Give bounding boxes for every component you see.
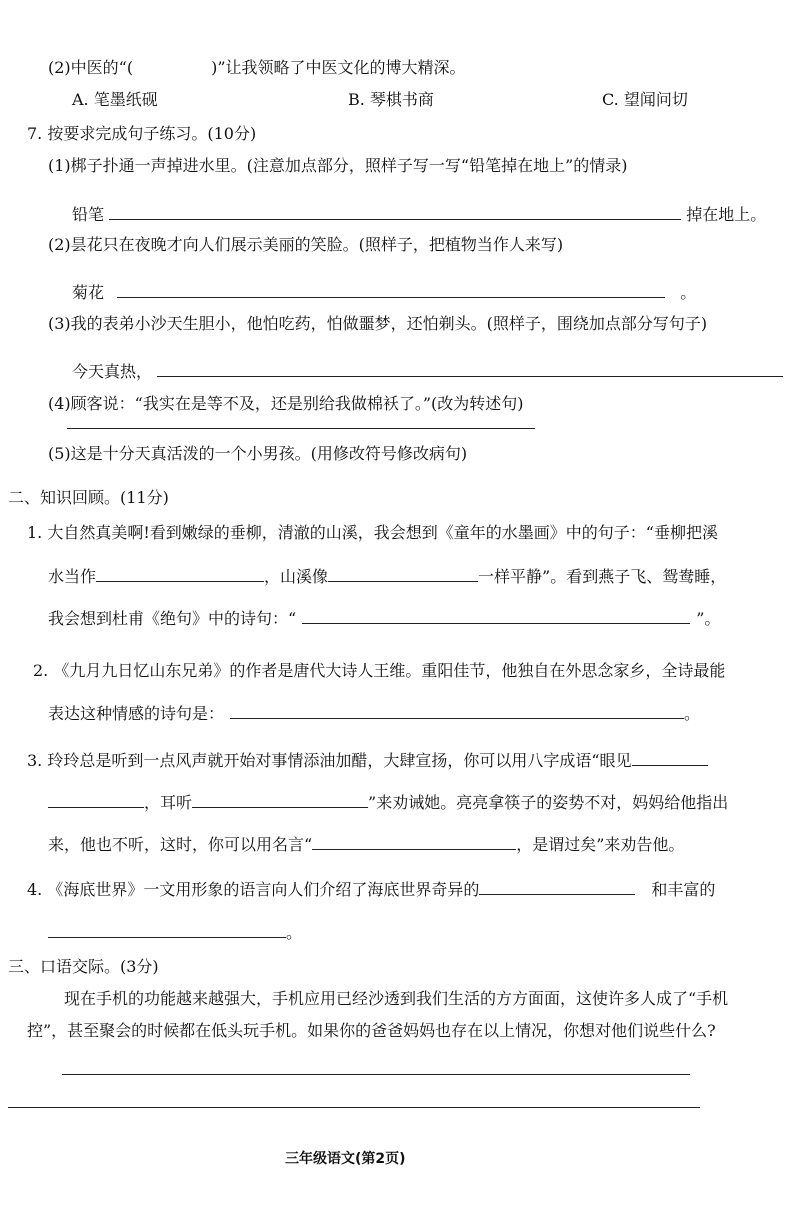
q7-s3-answer-line [72,360,783,383]
s2-q1-line2 [48,565,726,588]
s2-q3-blank-3[interactable] [312,833,516,850]
s2-q3-text-a: 3. 玲玲总是听到一点风声就开始对事情添油加醋，大肆宣扬，你可以用八字成语“眼见 [27,751,632,770]
q7-s2-suffix: 。 [680,283,697,302]
page-footer: 三年级语文(第2页) [285,1151,406,1167]
s2-q3-text-e: ，是谓过矣”来劝告他。 [516,835,685,854]
q7-s4-answer-blank[interactable] [67,428,535,429]
s2-q4-line1 [27,878,715,901]
s2-q3-text-c: ”来劝诫她。亮亮拿筷子的姿势不对，妈妈给他指出 [368,793,729,812]
q6-2-stem [48,57,466,79]
s3-answer-line-1[interactable] [62,1074,690,1075]
s2-q2-line1: 2. 《九月九日忆山东兄弟》的作者是唐代大诗人王维。重阳佳节，他独自在外思念家乡，全诗最能 [33,661,726,680]
s2-q1-blank-3[interactable] [302,607,690,624]
s2-q1-line3 [48,607,720,630]
q7-s1-prefix: 铅笔 [72,205,105,224]
q6-2-option-b[interactable]: B. 琴棋书商 [348,90,434,109]
s2-q3-text-d: 来，他也不听，这时，你可以用名言“ [48,835,313,854]
q6-2-option-a[interactable]: A. 笔墨纸砚 [72,90,158,109]
s2-q1-blank-1[interactable] [96,565,264,582]
s2-q4-text-c: 。 [286,923,303,942]
q7-s5-prompt: (5)这是十分天真活泼的一个小男孩。(用修改符号修改病句) [48,444,468,463]
s3-paragraph-line2: 控”，甚至聚会的时候都在低头玩手机。如果你的爸爸妈妈也存在以上情况，你想对他们说些什么? [27,1021,716,1040]
s2-q2-text-a: 表达这种情感的诗句是： [48,704,225,723]
s2-q3-blank-2[interactable] [192,791,368,808]
s2-q1-text-c: 一样平静”。看到燕子飞、鸳鸯睡， [478,567,727,586]
s2-q3-line1 [27,749,708,772]
s2-q4-text-b: 和丰富的 [651,880,716,899]
q7-s2-prefix: 菊花 [72,283,105,302]
s2-q3-blank-1[interactable] [632,749,708,766]
s2-q2-text-b: 。 [684,704,701,723]
s2-q1-text-b: ，山溪像 [264,567,329,586]
s3-paragraph-line1: 现在手机的功能越来越强大，手机应用已经沙透到我们生活的方方面面，这使许多人成了“手机 [64,989,729,1008]
s2-q4-blank-1[interactable] [479,878,635,895]
q7-s1-answer-line [72,203,766,226]
s2-q1-text-e: ”。 [696,609,721,628]
q7-s1-prompt: (1)梆子扑通一声掉进水里。(注意加点部分，照样子写一写“铅笔掉在地上”的情录) [48,156,628,175]
s2-q4-text-a: 4. 《海底世界》一文用形象的语言向人们介绍了海底世界奇异的 [27,880,480,899]
s2-q1-line1: 1. 大自然真美啊!看到嫩绿的垂柳，清澈的山溪，我会想到《童年的水墨画》中的句子：“垂柳把溪 [27,523,718,542]
section2-title: 二、知识回顾。(11分) [8,488,169,507]
q6-2-option-c[interactable]: C. 望闻问切 [602,90,688,109]
s2-q1-text-d: 我会想到杜甫《绝句》中的诗句：“ [48,609,297,628]
s2-q3-text-b: ，耳听 [144,793,193,812]
s2-q4-line2 [48,921,302,944]
s2-q3-line3 [48,833,684,856]
s2-q1-blank-2[interactable] [328,565,478,582]
section3-title: 三、口语交际。(3分) [8,957,159,976]
q7-s2-answer-line [72,281,696,304]
s2-q2-blank[interactable] [230,702,684,719]
q6-2-stem-b: )”让我领略了中医文化的博大精深。 [211,58,466,77]
q7-s3-prefix: 今天真热， [72,362,153,381]
q7-s3-prompt: (3)我的表弟小沙天生胆小，他怕吃药，怕做噩梦，还怕剃头。(照样子，围绕加点部分写句子) [48,314,708,333]
q7-s3-blank[interactable] [157,360,783,377]
q7-s1-blank[interactable] [109,203,681,220]
q7-title: 7. 按要求完成句子练习。(10分) [27,124,257,143]
s2-q3-line2 [48,791,728,814]
s2-q1-text-a: 水当作 [48,567,97,586]
s2-q3-blank-1b[interactable] [48,791,144,808]
q7-s4-prompt: (4)顾客说：“我实在是等不及，还是别给我做棉袄了。”(改为转述句) [48,394,524,413]
s2-q2-line2 [48,702,700,725]
q7-s2-blank[interactable] [117,281,665,298]
q7-s1-suffix: 掉在地上。 [686,205,767,224]
q7-s2-prompt: (2)昙花只在夜晚才向人们展示美丽的笑脸。(照样子，把植物当作人来写) [48,235,564,254]
s3-answer-line-2[interactable] [8,1107,700,1108]
s2-q4-blank-2[interactable] [48,921,286,938]
q6-2-stem-a: (2)中医的“( [48,58,134,77]
